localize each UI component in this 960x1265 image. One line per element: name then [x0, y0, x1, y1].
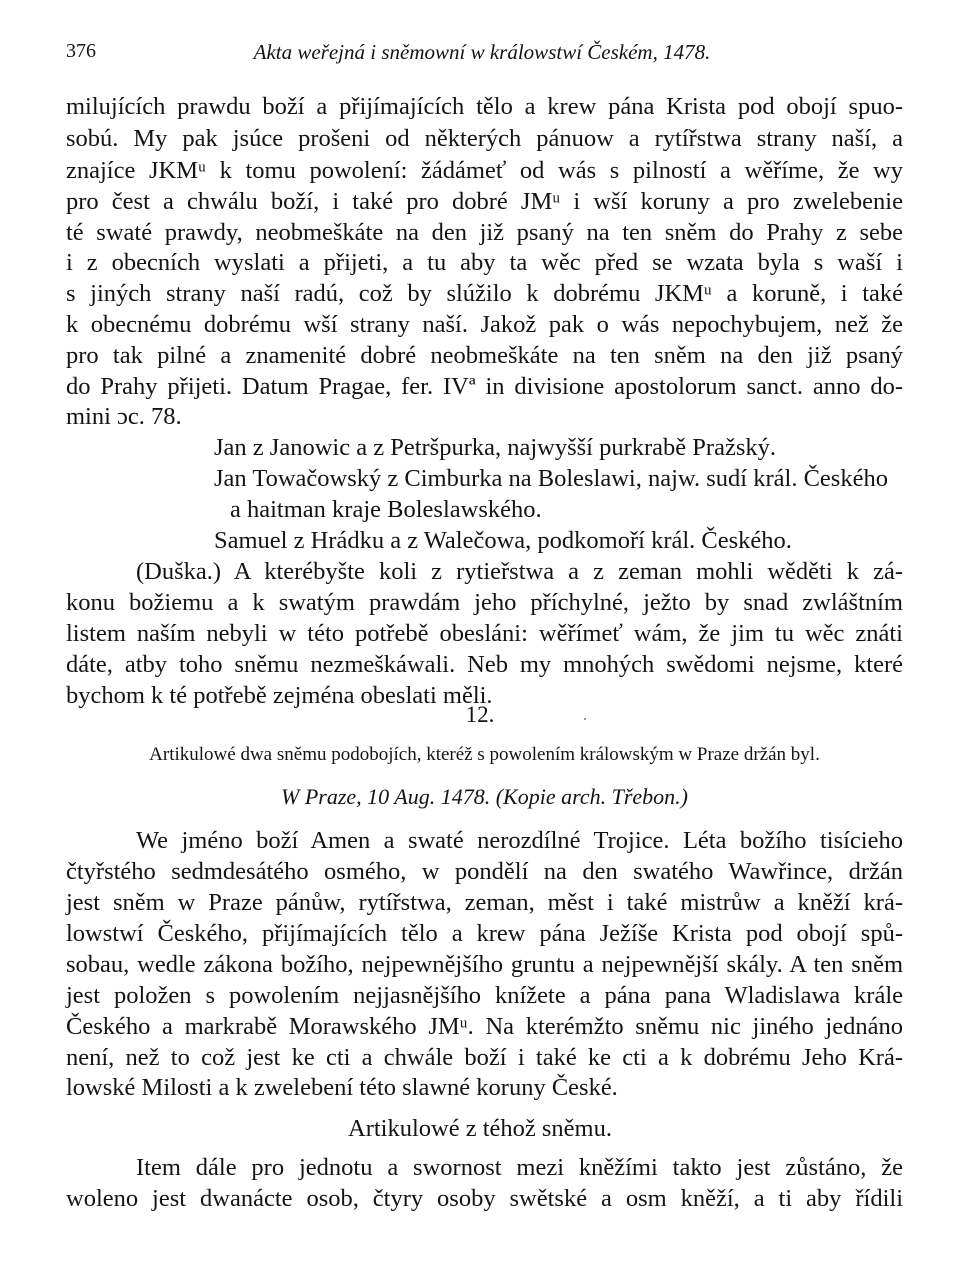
section-number: 12. [465, 702, 495, 727]
letter-line: do Prahy přijeti. Datum Pragae, fer. IVª in divisione apostolorum sanct. anno do- [66, 373, 903, 400]
page-header [66, 40, 898, 70]
body-line: We jméno boží Amen a swaté nerozdílné Trojice. Léta božího tisícieho [136, 827, 903, 854]
letter-line: znajíce JKMᵘ k tomu powolení: žádámeť od wás s pilností a wěříme, že wy [66, 157, 903, 184]
running-title: Akta weřejná i sněmowní w králowstwí Českém, 1478. [253, 40, 711, 64]
final-line: Item dále pro jednotu a swornost mezi kněžími takto jest zůstáno, že [136, 1154, 903, 1181]
letter-line: s jiných strany naší radú, což by slúžilo k dobrému JKMᵘ a koruně, i také [66, 280, 903, 307]
postscript-line: konu božiemu a k swatým prawdám jeho příchylné, ježto by snad zwláštním [66, 589, 903, 616]
section-title: Artikulowé dwa sněmu podobojích, kteréž s powolením králowským w Praze držán byl. [149, 744, 820, 765]
letter-line: milujících prawdu boží a přijímajících tělo a krew pána Krista pod obojí spuo- [66, 93, 903, 120]
page-number: 376 [66, 40, 96, 62]
subheading: Artikulowé z téhož sněmu. [348, 1115, 612, 1142]
body-line: lowstwí Českého, přijímajících tělo a krew pána Ježíše Krista pod obojí spů- [66, 920, 903, 947]
letter-line: té swaté prawdy, neobmeškáte na den již psaný na ten sněm do Prahy z sebe [66, 219, 903, 246]
body-line: není, než to což jest ke cti a chwále boží i také ke cti a k dobrému Jeho Krá- [66, 1044, 903, 1071]
body-line: jest položen s powolením nejjasnějšího knížete a pána pana Wladislawa krále [66, 982, 903, 1009]
signature-line: Jan z Janowic a z Petršpurka, najwyšší purkrabě Pražský. [214, 434, 776, 461]
letter-line: pro tak pilné a znamenité dobré neobmeškáte na ten sněm na den již psaný [66, 342, 903, 369]
signature-line: Samuel z Hrádku a z Walečowa, podkomoří král. Českého. [214, 527, 792, 554]
letter-line: mini ɔc. 78. [66, 403, 182, 430]
letter-line: i z obecních wyslati a přijeti, a tu aby ta wěc před se wzata byla s waší i [66, 249, 903, 276]
body-line: lowské Milosti a k zwelebení této slawné koruny České. [66, 1074, 618, 1101]
body-line: Českého a markrabě Morawského JMᵘ. Na kterémžto sněmu nic jiného jednáno [66, 1013, 903, 1040]
letter-line: sobú. My pak jsúce prošeni od některých pánuow a rytířstwa strany naší, a [66, 125, 903, 152]
signature-line: a haitman kraje Boleslawského. [230, 496, 542, 523]
section-date-line: W Praze, 10 Aug. 1478. (Kopie arch. Třebon.) [281, 784, 688, 809]
postscript-line: dáte, atby toho sněmu nezmeškáwali. Neb my mnohých swědomi nejsme, které [66, 651, 903, 678]
postscript-line: (Duška.) A kterébyšte koli z rytieřstwa a z zeman mohli wěděti k zá- [136, 558, 903, 585]
body-line: čtyřstého sedmdesátého osmého, w pondělí na den swatého Wawřince, držán [66, 858, 903, 885]
final-line: woleno jest dwanácte osob, čtyry osoby swětské a osm kněží, a ti aby řídili [66, 1185, 903, 1212]
letter-line: pro čest a chwálu boží, i také pro dobré JMᵘ i wší koruny a pro zwelebenie [66, 188, 903, 215]
letter-line: k obecnému dobrému wší strany naší. Jakož pak o wás nepochybujem, než že [66, 311, 903, 338]
body-line: sobau, wedle zákona božího, nejpewnějšího gruntu a nejpewnější skály. A ten sněm [66, 951, 903, 978]
postscript-line: bychom k té potřebě zejména obeslati měli. [66, 682, 493, 709]
body-line: jest sněm w Praze pánůw, rytířstwa, zeman, měst i také mistrůw a kněží krá- [66, 889, 903, 916]
signature-line: Jan Towačowský z Cimburka na Boleslawi, najw. sudí král. Českého [214, 465, 888, 492]
postscript-line: listem naším nebyli w této potřebě obesláni: wěřímeť wám, že jim tu wěc znáti [66, 620, 903, 647]
